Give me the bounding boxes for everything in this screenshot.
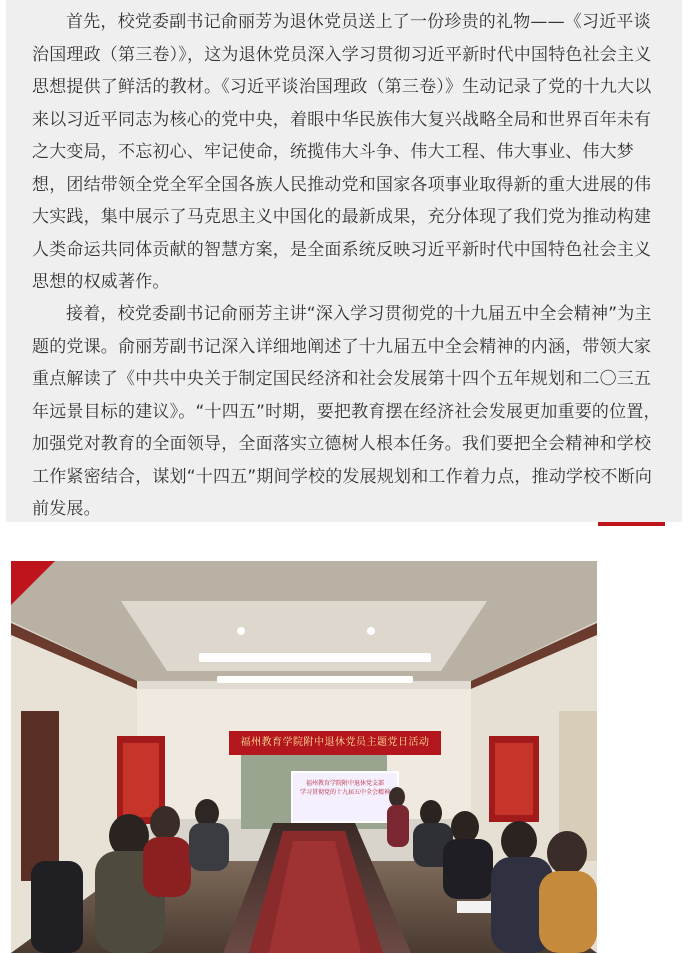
meeting-photo	[11, 561, 597, 953]
screen-title: 福州教育学院附中退休党支部	[305, 780, 384, 787]
corner-flag	[11, 561, 55, 605]
projection-screen-text	[297, 779, 393, 797]
accent-divider	[598, 522, 665, 526]
photo-banner-text: 福州教育学院附中退休党员主题党日活动	[240, 737, 430, 748]
paragraph-gift: 首先，校党委副书记俞丽芳为退休党员送上了一份珍贵的礼物——《习近平谈治国理政（第三卷）》，这为退休党员深入学习贯彻习近平新时代中国特色社会主义思想提供了鲜活的教材。《习近平谈治国理政（第三卷）》生动记录了党的十九大以来以习近平同志为核心的党中央，着眼中华民族伟大复兴战略全局和世界百年未有之大变局，不忘初心、牢记使命，统揽伟大斗争、伟大工程、伟大事业、伟大梦想，团结带领全党全军全国各族人民推动党和国家各项事业取得新的重大进展的伟大实践，集中展示了马克思主义中国化的最新成果，充分体现了我们党为推动构建人类命运共同体贡献的智慧方案，是全面系统反映习近平新时代中国特色社会主义思想的权威著作。	[32, 12, 652, 292]
paragraph-lecture: 接着，校党委副书记俞丽芳主讲“深入学习贯彻党的十九届五中全会精神”为主题的党课。俞丽芳副书记深入详细地阐述了十九届五中全会精神的内涵，带领大家重点解读了《中共中央关于制定国民经济和社会发展第十四个五年规划和二〇三五年远景目标的建议》。“十四五”时期，要把教育摆在经济社会发展更加重要的位置，加强党对教育的全面领导，全面落实立德树人根本任务。我们要把全会精神和学校工作紧密结合，谋划“十四五”期间学校的发展规划和工作着力点，推动学校不断向前发展。	[32, 304, 661, 519]
screen-subtitle: 学习贯彻党的十九届五中全会精神	[299, 789, 390, 796]
meeting-room-illustration	[11, 561, 597, 953]
article-text-box	[6, 0, 682, 522]
